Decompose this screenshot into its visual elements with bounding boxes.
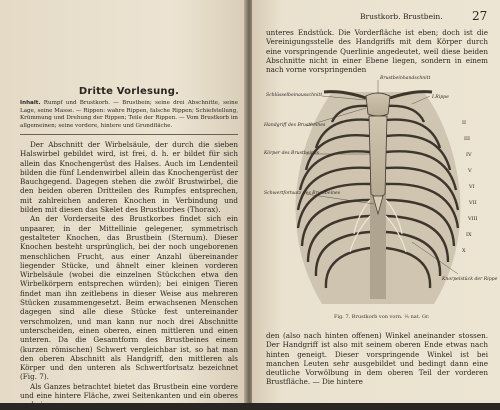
- left-body: [20, 140, 238, 410]
- label-clavicle: Schlüsselbeinausschnitt: [266, 93, 323, 98]
- left-page: [0, 0, 246, 410]
- chapter-title: Dritte Vorlesung.: [78, 86, 180, 97]
- page-number: 27: [472, 9, 488, 23]
- ribcage-illustration: [262, 74, 498, 312]
- running-head: Brustkorb. Brustbein.: [360, 12, 443, 21]
- paragraph: Als Ganzes betrachtet bietet das Brustbein eine vordere und eine hintere Fläche, zwei Seitenkanten und ein oberes und ein: [20, 381, 238, 410]
- right-bottom-text: den (also nach hinten offenen) Winkel aneinander stossen. Der Handgriff ist also mit seinem oberen Ende etwas nach hinten geneigt. Dieser vorspringende Winkel ist bei manchen Leuten sehr ausgebildet und bedingt dann eine deutliche Vorwölbung in dem oberen Teil der vorderen Brustfläche. — Die hintere: [266, 331, 488, 387]
- label-body: Körper des Brustbeines: [264, 151, 319, 156]
- roman-iv: IV: [466, 152, 472, 158]
- chapter-contents: [20, 100, 238, 130]
- label-cartilage: Knorpelstück der Rippe: [442, 277, 498, 282]
- right-page: [252, 0, 500, 403]
- sternum-body: [369, 116, 387, 197]
- label-top: Brustbeinhandschnitt: [380, 76, 431, 81]
- roman-vii: VII: [469, 200, 477, 206]
- roman-viii: VIII: [468, 216, 478, 222]
- sternum-handle: [366, 93, 390, 116]
- inhalt-text: Rumpf und Brustkorb. — Brustbein; seine drei Abschnitte, seine Lage, seine Masse. — Rippen: wahre Rippen, falsche Rippen; Schiefstellung, Krümmung und Drehung der Rippen; Teile der Rippen. — Vom Brustkorb im allgemeinen; seine vordere, hintere und Grundfläche.: [20, 100, 239, 129]
- roman-vi: VI: [469, 184, 475, 190]
- figure-caption: Fig. 7. Brustkorb von vorn. ¹⁄₅ nat. Gr.: [334, 314, 430, 320]
- label-rib1: I.Rippe: [432, 95, 449, 100]
- inhalt-label: Inhalt.: [20, 100, 41, 106]
- roman-ix: IX: [466, 232, 472, 238]
- paragraph: Der Abschnitt der Wirbelsäule, der durch die sieben Halswirbel gebildet wird, ist frei, d. h. er bildet für sich allein das Knochengerüst des Halses. Auch im Lendenteil bilden die fünf Lendenwirbel allein das Knochengerüst der Bauchgegend. Dagegen stehen die zwölf Brustwirbel, die den beiden oberen Dritteilen des Rumpfes entsprechen, mit zahlreichen anderen Knochen in Verbindung und bilden mit diesen das Skelet des Brustkorbes (Thorax).: [20, 140, 238, 215]
- roman-x: X: [462, 248, 466, 254]
- label-xiphoid: Schwertfortsatz des Brustbeines: [264, 191, 341, 196]
- label-handle: Handgriff des Brustbeines: [264, 123, 326, 128]
- roman-iii: III: [464, 136, 470, 142]
- separator-rule: [20, 134, 238, 135]
- roman-v: V: [468, 168, 472, 174]
- paragraph: An der Vorderseite des Brustkorbes findet sich ein unpaarer, in der Mittellinie gelegener, symmetrisch gestalteter Knochen, das Brustbein (Sternum). Dieser Knochen besteht ursprünglich, bei der noch ungeborenen menschlichen Frucht, aus einer Anzahl übereinander liegender Stücke, und ähnelt einer kleinen vorderen Wirbelsäule (wobei die einzelnen Stückchen etwa den Wirbelkörpern entsprechen würden); bei einigen Tieren findet man ihn zeitlebens in dieser Weise aus mehreren Stücken zusammengesetzt. Beim erwachsenen Menschen dagegen sind alle diese Stücke fest untereinander verschmolzen, und man kann nur noch drei Abschnitte unterscheiden, einen oberen, einen mittleren und einen unteren. Da die Gesamtform des Brustbeines einem (kurzen römischen) Schwert vergleichbar ist, so hat man den oberen Abschnitt als Handgriff, den mittleren als Körper und den unteren als Schwertfortsatz bezeichnet (Fig. 7).: [20, 214, 238, 382]
- roman-ii: II: [462, 120, 466, 126]
- right-top-text: unteres Endstück. Die Vorderfläche ist eben; doch ist die Vereinigungsstelle des Handgriffs mit dem Körper durch eine vorspringende Querlinie angedeutet, weil diese beiden Abschnitte nicht in einer Ebene liegen, sondern in einem nach vorne vorspringenden: [266, 28, 488, 75]
